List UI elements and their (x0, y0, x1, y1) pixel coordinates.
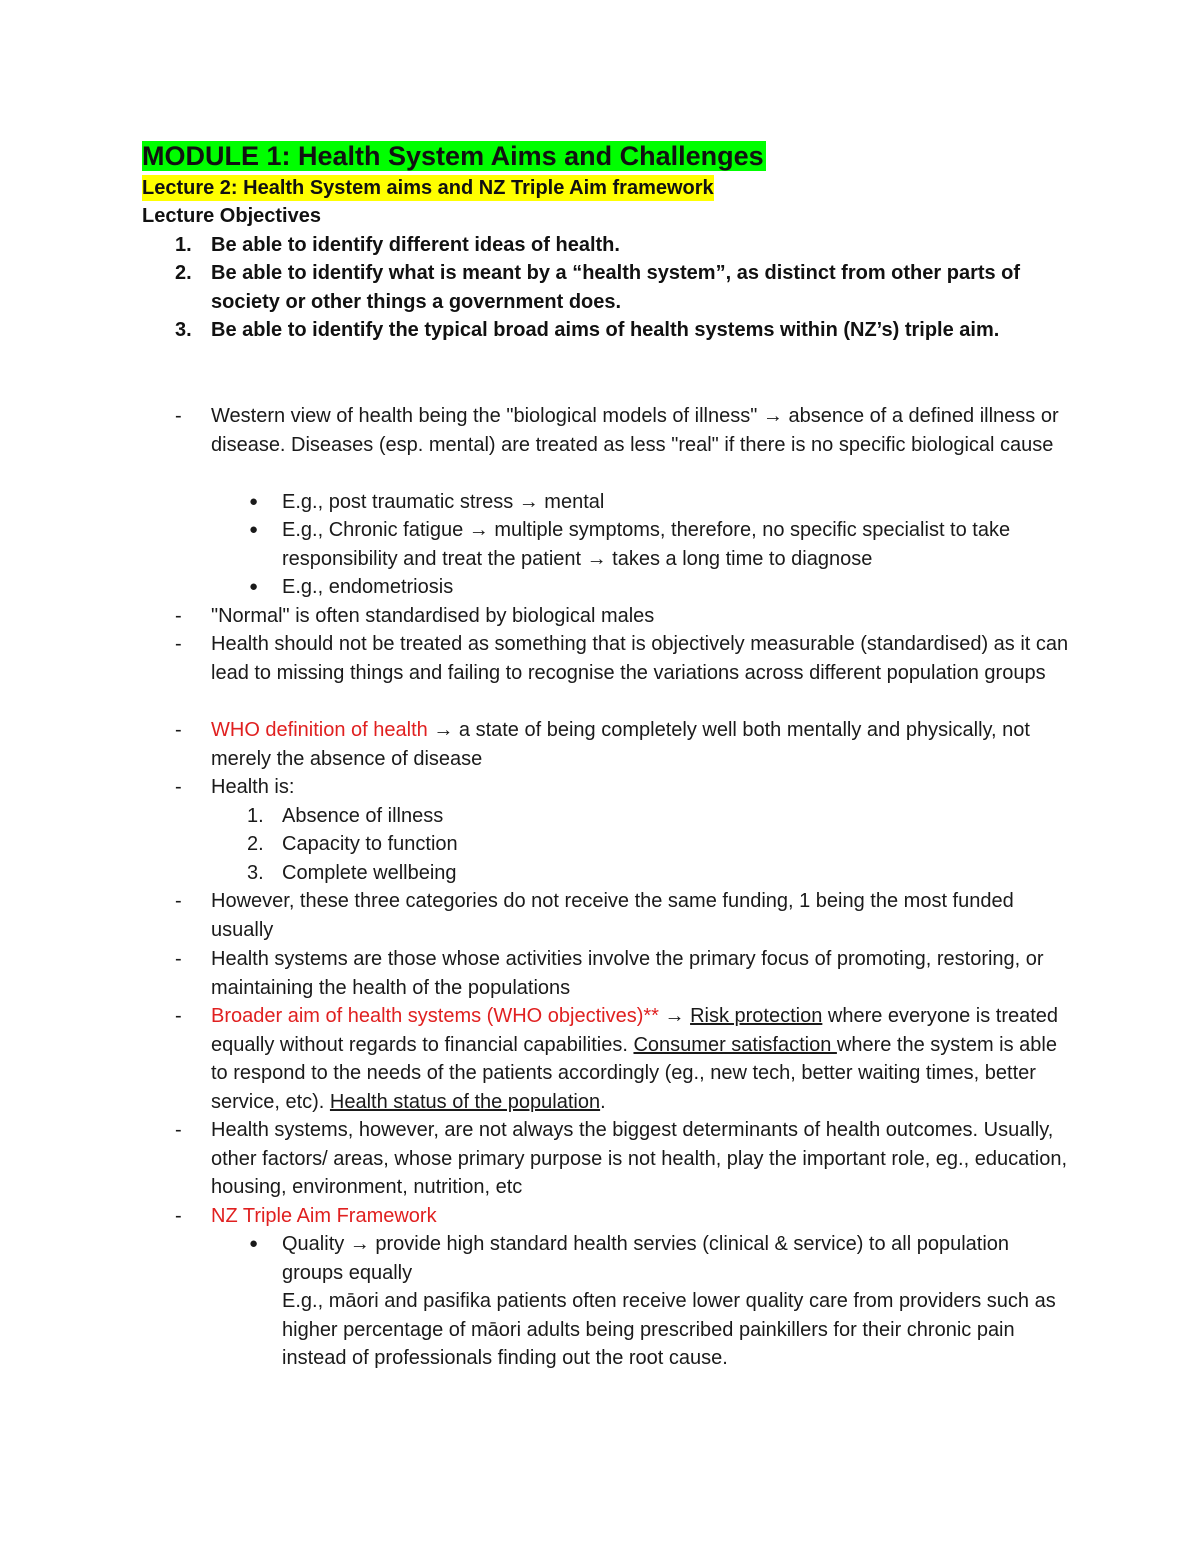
note-text: "Normal" is often standardised by biological males (211, 605, 655, 627)
arrow-text: → (658, 1005, 691, 1027)
health-is-item (211, 830, 1071, 859)
example-text: E.g., Chronic fatigue → multiple symptoms, therefore, no specific specialist to take responsibility and treat the patient → takes a long time to diagnose (282, 519, 1011, 570)
health-is-item (211, 802, 1071, 831)
bullet-icon: ● (249, 493, 259, 510)
note-health-is (142, 773, 1072, 802)
item-number: 2. (247, 833, 264, 855)
note-objective-measurement (142, 630, 1072, 687)
dash-marker: - (175, 776, 182, 798)
note-broader-aim (142, 1002, 1072, 1116)
lecture-title: Lecture 2: Health System aims and NZ Triple Aim framework (142, 177, 714, 199)
note-funding (142, 887, 1072, 944)
item-text: Capacity to function (282, 833, 458, 855)
nz-triple-aim-heading: NZ Triple Aim Framework (211, 1205, 437, 1227)
item-number: 1. (247, 805, 264, 827)
note-who-definition (142, 716, 1072, 773)
objective-text: Be able to identify what is meant by a “health system”, as distinct from other parts of society or other things a government does. (211, 262, 1021, 313)
objective-number: 3. (175, 319, 192, 341)
note-health-systems (142, 945, 1072, 1002)
note-nz-triple-aim (142, 1202, 1072, 1231)
example-item (211, 516, 1071, 573)
objectives-heading: Lecture Objectives (142, 205, 321, 227)
health-is-item (211, 859, 1071, 888)
risk-protection-text: where everyone is treated equally without regards to financial capabilities. (211, 1005, 1059, 1056)
risk-protection-term: Risk protection (690, 1005, 823, 1027)
bullet-icon: ● (249, 521, 259, 538)
item-text: Complete wellbeing (282, 862, 457, 884)
dash-marker: - (175, 1005, 182, 1027)
example-text: E.g., endometriosis (282, 576, 454, 598)
dash-marker: - (175, 948, 182, 970)
dash-marker: - (175, 633, 182, 655)
note-text: Health systems, however, are not always the biggest determinants of health outcomes. Usually, other factors/ areas, whose primary purpose is not health, play the important role, eg., education, housing, environment, nutrition, etc (211, 1119, 1068, 1198)
note-text: However, these three categories do not receive the same funding, 1 being the most funded usually (211, 890, 1014, 941)
note-text (211, 1002, 1072, 1116)
note-normal (142, 602, 1072, 631)
objective-item (142, 316, 1072, 345)
note-text: Health should not be treated as something that is objectively measurable (standardised) as it can lead to missing things and failing to recognise the variations across different population groups (211, 633, 1069, 684)
quality-text: Quality → provide high standard health servies (clinical & service) to all population groups equally (282, 1233, 1010, 1284)
example-item (211, 573, 1071, 602)
item-number: 3. (247, 862, 264, 884)
who-definition-text: → a state of being completely well both mentally and physically, not merely the absence of disease (211, 719, 1030, 770)
dash-marker: - (175, 1205, 182, 1227)
objective-item (142, 259, 1072, 316)
note-text: Western view of health being the "biological models of illness" → absence of a defined illness or disease. Diseases (esp. mental) are treated as less "real" if there is no specific biological cause (211, 405, 1059, 456)
bullet-icon: ● (249, 1235, 259, 1252)
triple-aim-quality (211, 1230, 1071, 1373)
item-text: Absence of illness (282, 805, 444, 827)
objective-text: Be able to identify different ideas of health. (211, 234, 620, 256)
bullet-icon: ● (249, 578, 259, 595)
note-determinants (142, 1116, 1072, 1202)
dash-marker: - (175, 405, 182, 427)
note-western-view (142, 402, 1072, 459)
dash-marker: - (175, 605, 182, 627)
health-status-term: Health status of the population (329, 1090, 601, 1113)
dash-marker: - (175, 1119, 182, 1141)
dash-marker: - (175, 890, 182, 912)
objective-number: 2. (175, 262, 192, 284)
consumer-satisfaction-text: where the system is able to respond to the needs of the patients accordingly (eg., new tech, better waiting times, better service, etc). (211, 1033, 1057, 1113)
objective-text: Be able to identify the typical broad aims of health systems within (NZ’s) triple aim. (211, 319, 1000, 341)
objective-item (142, 231, 1072, 260)
quality-example: E.g., māori and pasifika patients often receive lower quality care from providers such as higher percentage of māori adults being prescribed painkillers for their chronic pain instead of professionals finding out the root cause. (282, 1290, 1056, 1369)
who-definition-label: WHO definition of health (211, 719, 428, 741)
note-text (211, 716, 1072, 773)
example-text: E.g., post traumatic stress → mental (282, 491, 605, 513)
example-item (211, 488, 1071, 517)
note-text: Health systems are those whose activities involve the primary focus of promoting, restoring, or maintaining the health of the populations (211, 948, 1044, 999)
module-title: MODULE 1: Health System Aims and Challenges (142, 141, 764, 171)
broader-aim-label: Broader aim of health systems (WHO objectives)** (211, 1005, 659, 1027)
dash-marker: - (175, 719, 182, 741)
note-text: Health is: (211, 776, 295, 798)
consumer-satisfaction-term: Consumer satisfaction (633, 1033, 837, 1056)
objective-number: 1. (175, 234, 192, 256)
sentence-end: . (600, 1090, 606, 1113)
